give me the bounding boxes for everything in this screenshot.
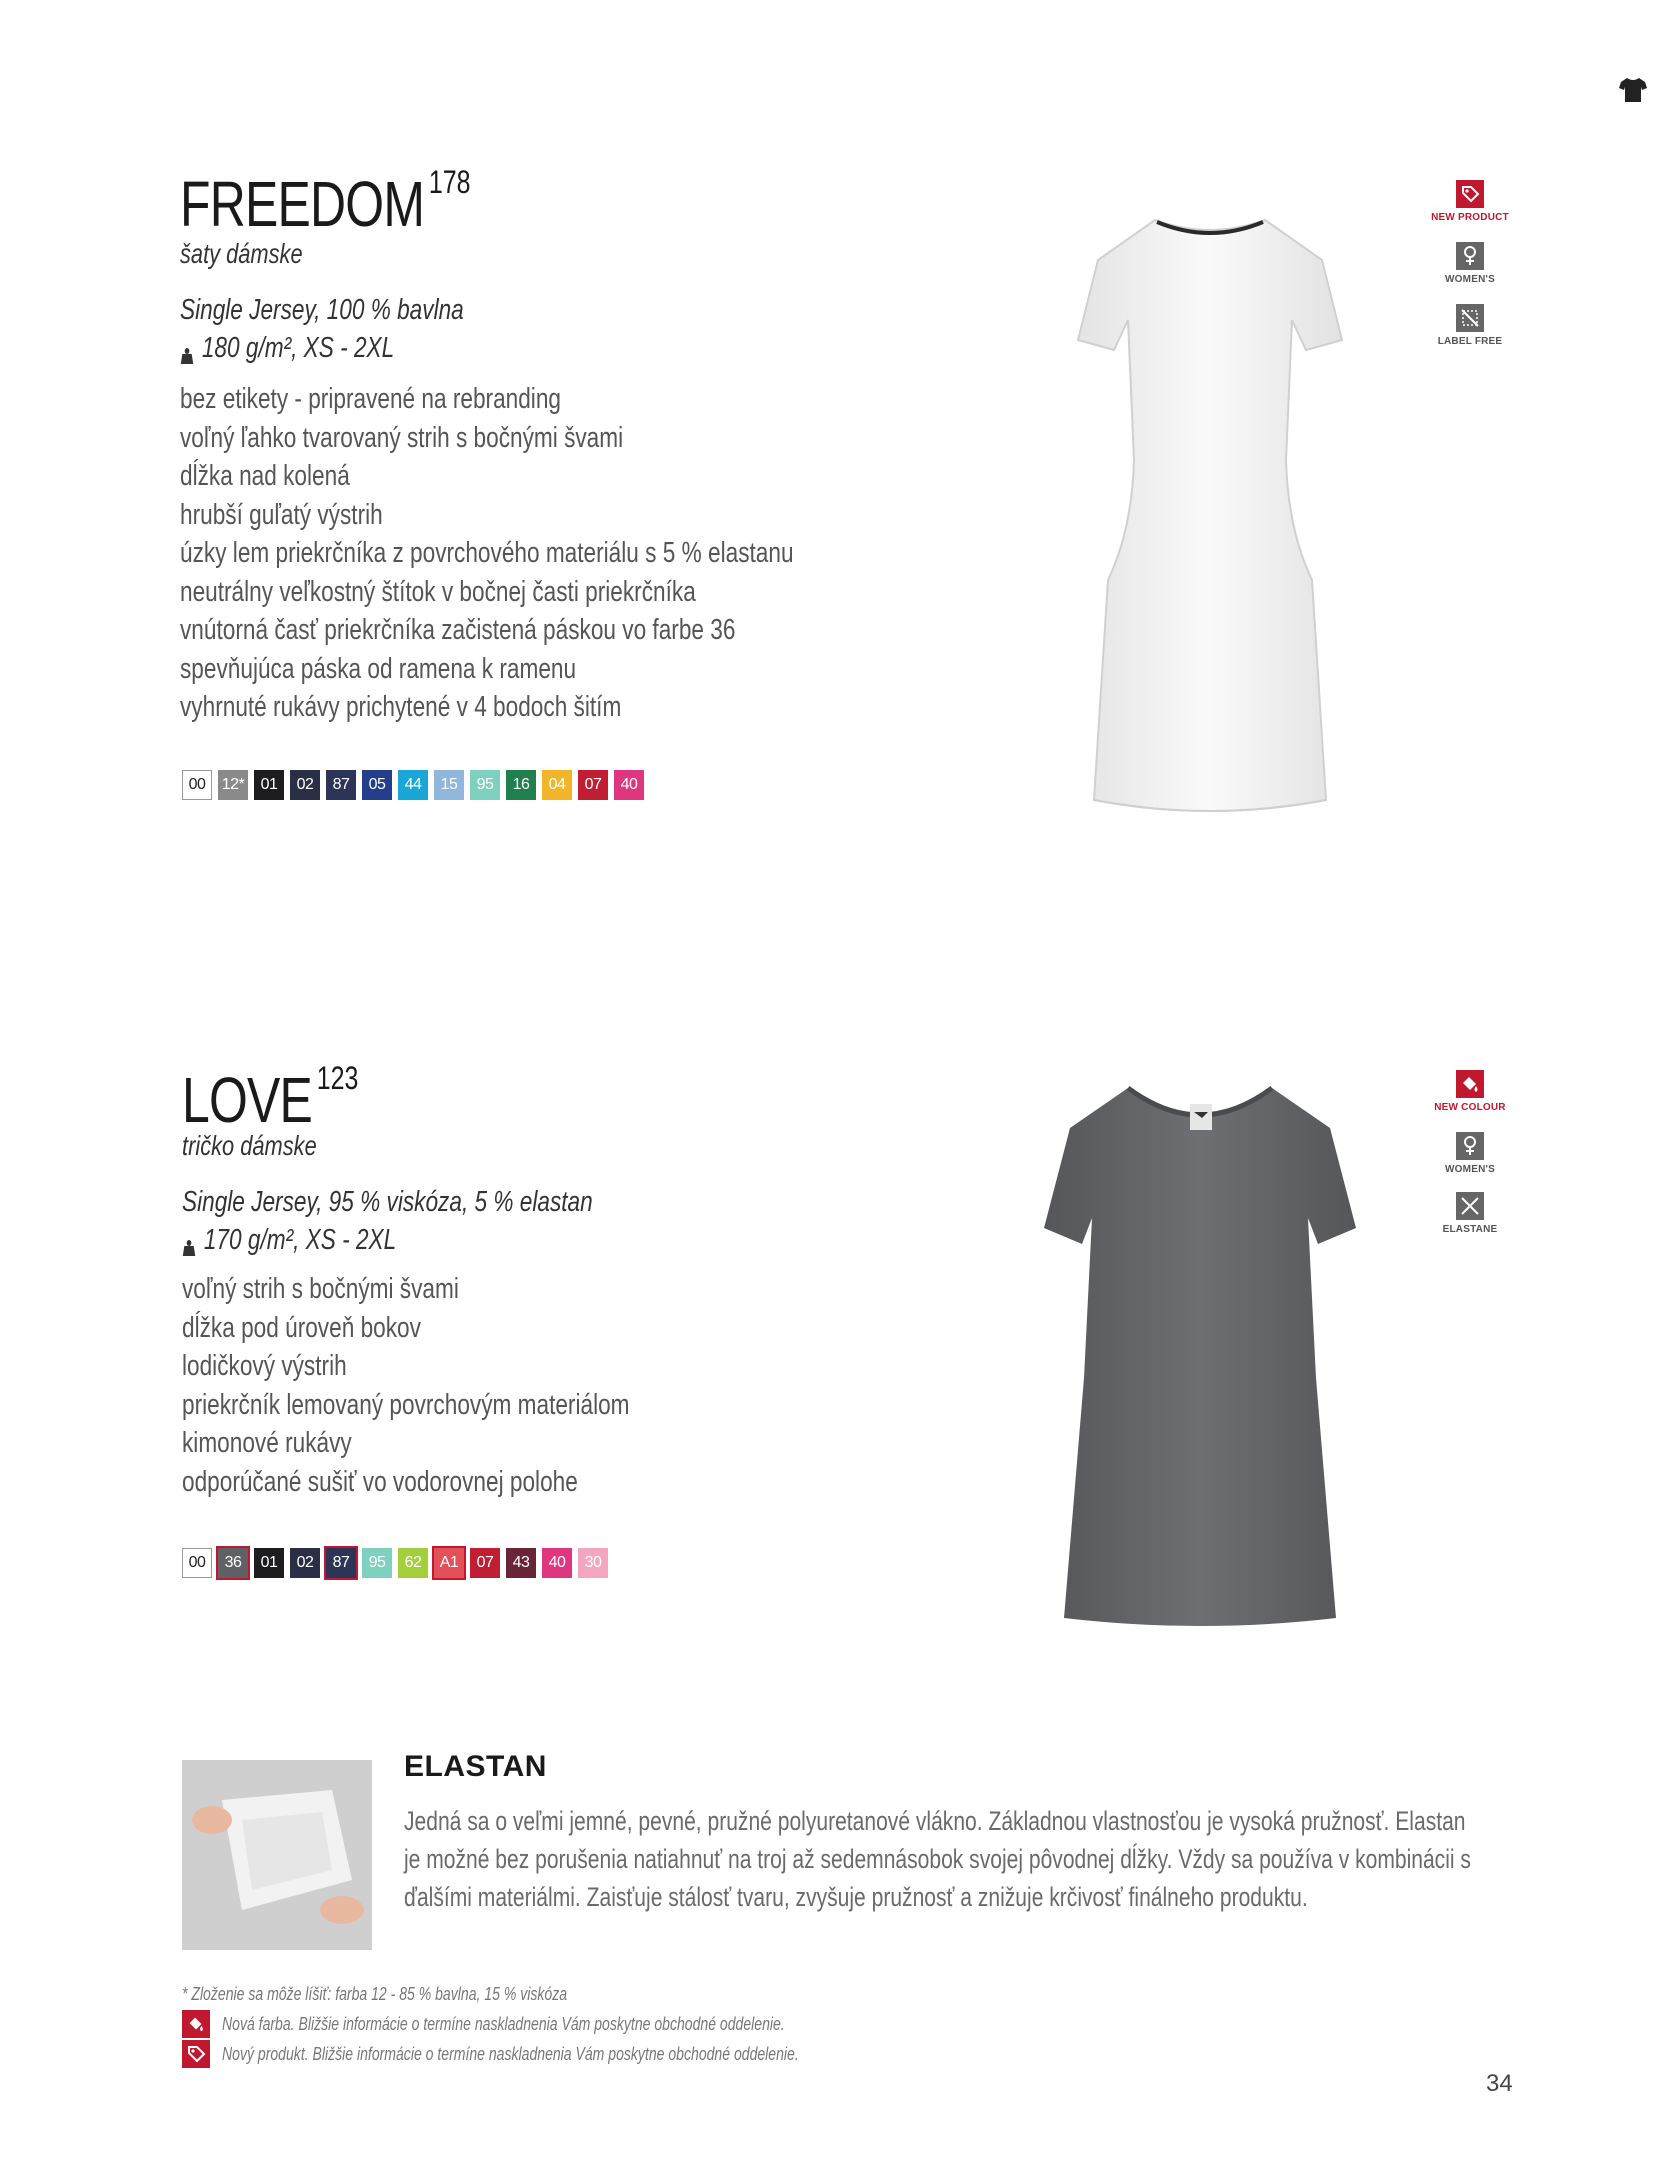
tag-icon bbox=[182, 2040, 210, 2068]
page-number: 34 bbox=[1486, 2070, 1513, 2097]
paint-bucket-icon bbox=[1456, 1070, 1484, 1098]
badge-new-product bbox=[1410, 180, 1530, 223]
product-name: LOVE $^{123}$ bbox=[182, 1060, 359, 1136]
feature-item: neutrálny veľkostný štítok v bočnej časti priekrčníka bbox=[180, 575, 696, 608]
color-swatch: 43 bbox=[506, 1548, 536, 1578]
weight-text: 170 g/m², XS - 2XL bbox=[203, 1224, 397, 1256]
color-swatch: 01 bbox=[254, 770, 284, 800]
elastan-photo bbox=[182, 1760, 372, 1950]
color-swatch: 00 bbox=[182, 770, 212, 800]
color-swatch: 44 bbox=[398, 770, 428, 800]
color-swatch: 16 bbox=[506, 770, 536, 800]
feature-item: hrubší guľatý výstrih bbox=[180, 498, 383, 531]
color-swatch: 00 bbox=[182, 1548, 212, 1578]
weight-text: 180 g/m², XS - 2XL bbox=[201, 332, 395, 364]
product-weight bbox=[180, 332, 394, 365]
tshirt-icon bbox=[1618, 76, 1648, 104]
badge-womens bbox=[1410, 242, 1530, 285]
feature-item: odporúčané sušiť vo vodorovnej polohe bbox=[182, 1465, 578, 1498]
feature-item: bez etikety - pripravené na rebranding bbox=[180, 383, 562, 415]
color-swatch: 36 bbox=[218, 1548, 248, 1578]
color-swatch: 15 bbox=[434, 770, 464, 800]
paint-bucket-icon bbox=[182, 2010, 210, 2038]
dress-image bbox=[1060, 200, 1360, 835]
feature-list bbox=[180, 380, 794, 727]
weight-icon bbox=[182, 1232, 196, 1250]
color-swatches bbox=[182, 1548, 608, 1578]
badge-womens bbox=[1410, 1132, 1530, 1175]
feature-item: vnútorná časť priekrčníka začistená páskou vo farbe 36 bbox=[180, 614, 736, 646]
footnote-text: Nový produkt. Bližšie informácie o termíne naskladnenia Vám poskytne obchodné oddelenie. bbox=[222, 2043, 799, 2064]
feature-item: vyhrnuté rukávy prichytené v 4 bodoch šitím bbox=[180, 691, 622, 723]
badge-label: ELASTANE bbox=[1442, 1224, 1498, 1235]
feature-item: dĺžka nad kolená bbox=[180, 460, 350, 492]
feature-list bbox=[182, 1270, 630, 1501]
female-icon bbox=[1456, 242, 1484, 270]
elastane-icon bbox=[1456, 1192, 1484, 1220]
badge-label: WOMEN'S bbox=[1445, 1164, 1495, 1175]
product-weight bbox=[182, 1224, 396, 1257]
feature-item: voľný strih s bočnými švami bbox=[182, 1273, 459, 1305]
product-material: Single Jersey, 95 % viskóza, 5 % elastan bbox=[182, 1186, 593, 1218]
product-number: 178 bbox=[428, 164, 471, 200]
elastan-title: ELASTAN bbox=[404, 1750, 547, 1783]
color-swatch: 07 bbox=[578, 770, 608, 800]
elastan-description bbox=[404, 1802, 1471, 1916]
product-subtitle: tričko dámske bbox=[182, 1130, 317, 1161]
product-love-header bbox=[182, 1060, 408, 1136]
color-swatch: 02 bbox=[290, 1548, 320, 1578]
tshirt-dress-image bbox=[1040, 1078, 1360, 1643]
color-swatch: 07 bbox=[470, 1548, 500, 1578]
feature-item: úzky lem priekrčníka z povrchového materiálu s 5 % elastanu bbox=[180, 537, 794, 569]
color-swatch: 05 bbox=[362, 770, 392, 800]
color-swatch: 12* bbox=[218, 770, 248, 800]
feature-item: lodičkový výstrih bbox=[182, 1350, 347, 1382]
elastan-line: Jedná sa o veľmi jemné, pevné, pružné polyuretanové vlákno. Základnou vlastnosťou je vysoká pružnosť. Elastan bbox=[404, 1806, 1466, 1836]
weight-icon bbox=[180, 340, 194, 358]
badge-elastane bbox=[1410, 1192, 1530, 1235]
label-free-icon bbox=[1456, 304, 1484, 332]
feature-item: priekrčník lemovaný povrchovým materiálom bbox=[182, 1388, 630, 1421]
product-subtitle: šaty dámske bbox=[180, 238, 303, 269]
color-swatch: 87 bbox=[326, 1548, 356, 1578]
footnote-new-product bbox=[182, 2040, 961, 2068]
product-name: FREEDOM $^{178}$ bbox=[180, 164, 471, 240]
color-swatch: A1 bbox=[434, 1548, 464, 1578]
color-swatch: 40 bbox=[614, 770, 644, 800]
color-swatch: 40 bbox=[542, 1548, 572, 1578]
badge-label-free bbox=[1410, 304, 1530, 347]
color-swatch: 02 bbox=[290, 770, 320, 800]
composition-note: * Zloženie sa môže líšiť: farba 12 - 85 % bavlna, 15 % viskóza bbox=[182, 1984, 568, 2004]
color-swatch: 30 bbox=[578, 1548, 608, 1578]
feature-item: kimonové rukávy bbox=[182, 1427, 352, 1459]
color-swatch: 01 bbox=[254, 1548, 284, 1578]
footnote-new-colour bbox=[182, 2010, 943, 2038]
badge-label: NEW COLOUR bbox=[1434, 1102, 1506, 1113]
color-swatch: 04 bbox=[542, 770, 572, 800]
footnote-text: Nová farba. Bližšie informácie o termíne naskladnenia Vám poskytne obchodné oddelenie. bbox=[222, 2013, 785, 2034]
product-freedom-header bbox=[180, 164, 552, 240]
badge-label: NEW PRODUCT bbox=[1431, 212, 1509, 223]
tag-icon bbox=[1456, 180, 1484, 208]
feature-item: dĺžka pod úroveň bokov bbox=[182, 1311, 421, 1344]
elastan-line: je možné bez porušenia natiahnuť na troj až sedemnásobok svojej pôvodnej dĺžky. Vždy sa používa v kombinácii s bbox=[404, 1844, 1471, 1874]
badge-label: WOMEN'S bbox=[1445, 274, 1495, 285]
product-number: 123 bbox=[316, 1060, 359, 1096]
badge-label: LABEL FREE bbox=[1437, 336, 1503, 347]
color-swatches bbox=[182, 770, 644, 800]
elastan-line: ďalšími materiálmi. Zaisťuje stálosť tvaru, zvyšuje pružnosť a znižuje krčivosť finálneho produktu. bbox=[404, 1882, 1308, 1912]
female-icon bbox=[1456, 1132, 1484, 1160]
badge-new-colour bbox=[1410, 1070, 1530, 1113]
feature-item: spevňujúca páska od ramena k ramenu bbox=[180, 652, 577, 685]
feature-item: voľný ľahko tvarovaný strih s bočnými švami bbox=[180, 421, 624, 454]
color-swatch: 95 bbox=[362, 1548, 392, 1578]
color-swatch: 95 bbox=[470, 770, 500, 800]
product-material: Single Jersey, 100 % bavlna bbox=[180, 294, 464, 326]
color-swatch: 62 bbox=[398, 1548, 428, 1578]
color-swatch: 87 bbox=[326, 770, 356, 800]
